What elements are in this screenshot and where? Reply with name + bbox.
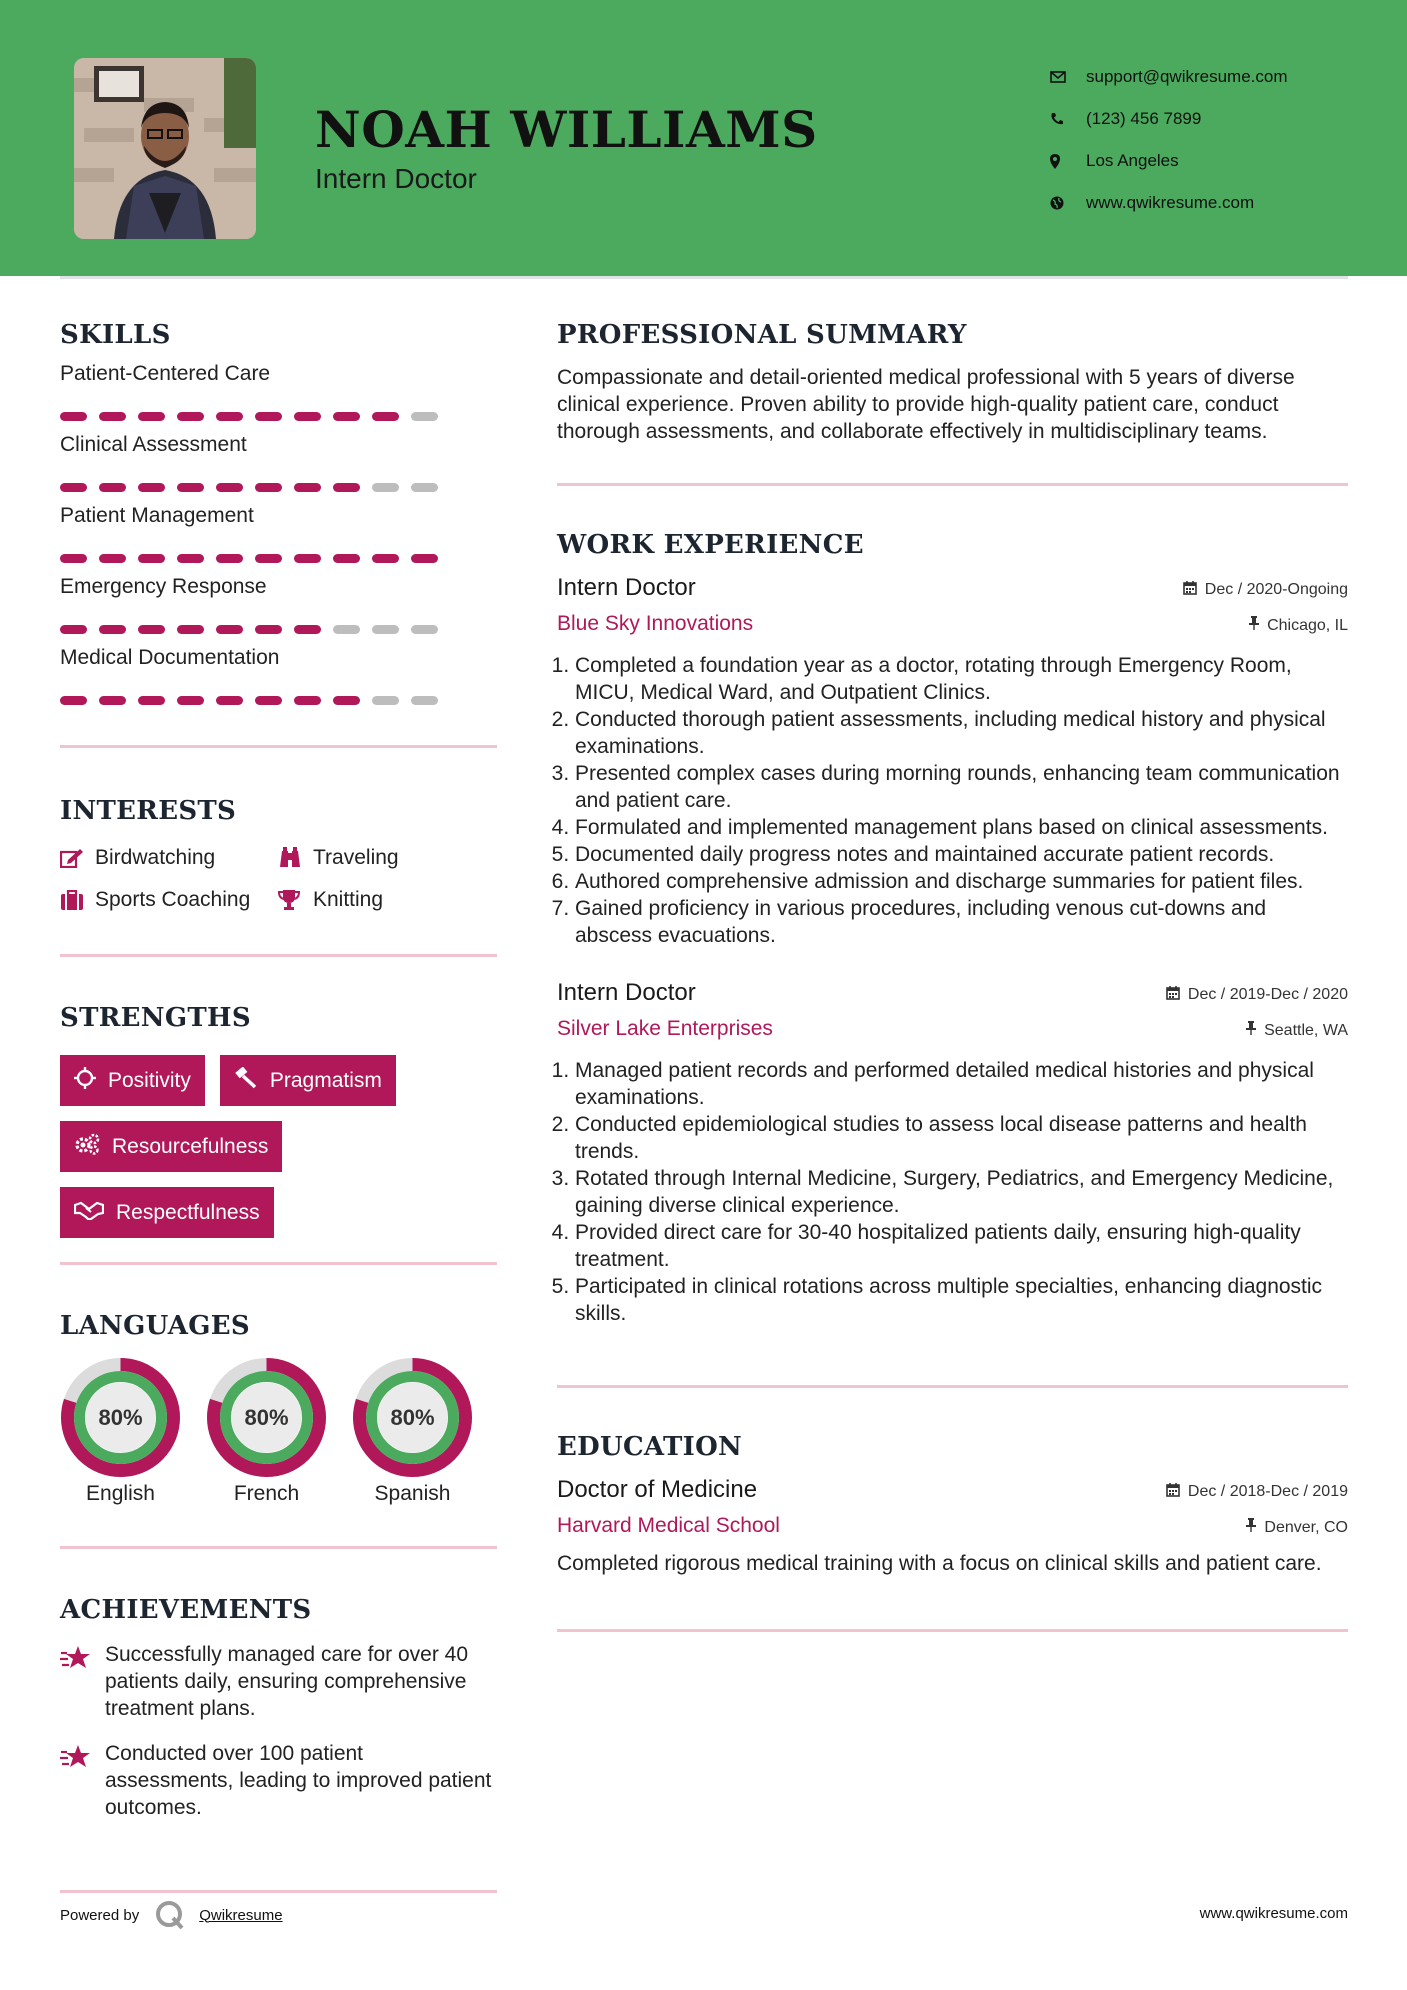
rating-dash-filled [138,554,165,563]
interest-label: Traveling [313,846,399,869]
skill-name: Clinical Assessment [60,433,247,456]
education-text: Completed rigorous medical training with a focus on clinical skills and patient care. [557,1552,1322,1575]
language-item [206,1357,327,1506]
skill-rating [60,412,497,421]
footer-divider [60,1890,497,1893]
rating-dash-filled [333,483,360,492]
rating-dash-filled [60,625,87,634]
strength-tag [60,1187,274,1238]
rating-dash-filled [372,412,399,421]
education-location: Denver, CO [1246,1518,1348,1537]
language-name: English [86,1482,155,1505]
achievement-item [60,1740,497,1821]
interest-label: Birdwatching [95,846,216,869]
interests-heading: INTERESTS [60,796,237,826]
job-bullet: 4. Provided direct care for 30-40 hospitalized patients daily, ensuring high-quality treatment. [575,1219,1348,1273]
job-bullet: 4. Formulated and implemented management plans based on clinical assessments. [575,814,1348,841]
pushpin-icon [1246,1021,1256,1040]
strength-tag [220,1055,396,1106]
education-dates: Dec / 2018-Dec / 2019 [1166,1482,1348,1502]
contact-website-text: www.qwikresume.com [1086,193,1255,212]
job-bullet: 5. Participated in clinical rotations across multiple specialties, enhancing diagnostic skills. [575,1273,1348,1327]
skills-list [60,362,497,705]
skill-rating [60,483,497,492]
globe-icon [1050,196,1086,210]
education-entry [557,1476,1348,1577]
achievements-heading: ACHIEVEMENTS [60,1595,312,1625]
interest-item [278,846,478,870]
rating-dash-filled [177,554,204,563]
skill-rating [60,554,497,563]
section-divider [60,745,497,748]
handshake-icon [74,1200,104,1226]
rating-dash-empty [372,696,399,705]
company-name: Blue Sky Innovations [557,612,754,635]
rating-dash-filled [177,412,204,421]
rating-dash-filled [216,412,243,421]
interest-item [60,888,278,912]
rating-dash-filled [177,625,204,634]
job-bullet: 3. Rotated through Internal Medicine, Surgery, Pediatrics, and Emergency Medicine, gaining diverse clinical experience. [575,1165,1348,1219]
rating-dash-empty [411,625,438,634]
job-bullets [557,652,1348,949]
rating-dash-filled [99,483,126,492]
footer-website[interactable]: www.qwikresume.com [1199,1905,1348,1922]
summary-text: Compassionate and detail-oriented medical professional with 5 years of diverse clinical experience. Proven ability to provide high-quality patient care, conduct thorough assessments, and collaborate effectively in multidisciplinary teams. [557,366,1295,443]
interests-list [60,846,497,912]
job-dates: Dec / 2020-Ongoing [1183,580,1348,600]
skill-item [60,433,497,492]
right-column [557,320,1348,1632]
qwikresume-logo-icon [155,1900,185,1930]
calendar-icon [1166,985,1180,1005]
rating-dash-filled [255,696,282,705]
rating-dash-filled [255,412,282,421]
language-name: Spanish [374,1482,451,1505]
rating-dash-empty [411,412,438,421]
qwikresume-link[interactable]: Qwikresume [199,1906,283,1924]
job-bullet: 2. Conducted thorough patient assessments, including medical history and physical examinations. [575,706,1348,760]
language-ring [352,1357,473,1478]
job-dates: Dec / 2019-Dec / 2020 [1166,985,1348,1005]
section-divider [557,483,1348,486]
job-entry [557,979,1348,1327]
job-bullets [557,1057,1348,1327]
achievement-text: Conducted over 100 patient assessments, leading to improved patient outcomes. [105,1742,492,1819]
language-item [352,1357,473,1506]
achievement-item [60,1641,497,1722]
strength-label: Resourcefulness [112,1134,269,1158]
section-divider [557,1629,1348,1632]
job-bullet: 3. Presented complex cases during morning rounds, enhancing team communication and patient care. [575,760,1348,814]
skills-heading: SKILLS [60,320,171,350]
interest-item [278,888,478,912]
strength-label: Positivity [108,1068,191,1092]
rating-dash-filled [138,483,165,492]
rating-dash-empty [333,625,360,634]
rating-dash-filled [333,412,360,421]
interest-item [60,846,278,870]
envelope-icon [1050,71,1086,83]
gavel-icon [234,1067,258,1095]
rating-dash-filled [255,554,282,563]
job-bullet: 1. Managed patient records and performed detailed medical histories and physical examinations. [575,1057,1348,1111]
rating-dash-empty [372,483,399,492]
strengths-heading: STRENGTHS [60,1003,251,1033]
binoculars-icon [278,847,313,869]
rating-dash-filled [99,412,126,421]
contact-list [1050,56,1288,224]
skill-item [60,362,497,421]
company-name: Silver Lake Enterprises [557,1017,773,1040]
rating-dash-filled [255,483,282,492]
rating-dash-empty [411,483,438,492]
school-name: Harvard Medical School [557,1514,780,1537]
section-divider [60,1546,497,1549]
rating-dash-filled [138,412,165,421]
job-title: Intern Doctor [557,574,696,601]
rating-dash-filled [216,625,243,634]
rating-dash-filled [294,412,321,421]
rating-dash-filled [294,625,321,634]
skill-item [60,575,497,634]
skill-rating [60,625,497,634]
star-icon [60,1641,105,1722]
rating-dash-filled [216,554,243,563]
calendar-icon [1166,1482,1180,1502]
rating-dash-filled [294,696,321,705]
skill-item [60,646,497,705]
strength-label: Respectfulness [116,1200,260,1224]
languages-heading: LANGUAGES [60,1311,250,1341]
job-entry [557,574,1348,949]
language-percent: 80% [98,1405,143,1430]
rating-dash-empty [372,625,399,634]
summary-heading: PROFESSIONAL SUMMARY [557,320,967,350]
skill-name: Medical Documentation [60,646,280,669]
trophy-icon [278,889,313,911]
star-icon [60,1740,105,1821]
sun-icon [74,1067,96,1095]
rating-dash-filled [216,696,243,705]
language-item [60,1357,181,1506]
experience-heading: WORK EXPERIENCE [557,530,864,560]
rating-dash-filled [138,696,165,705]
language-percent: 80% [390,1405,435,1430]
rating-dash-filled [60,412,87,421]
location-pin-icon [1050,154,1086,169]
job-bullet: 5. Documented daily progress notes and maintained accurate patient records. [575,841,1348,868]
edit-icon [60,848,95,868]
language-name: French [233,1482,300,1505]
strengths-list [60,1055,497,1238]
rating-dash-filled [177,696,204,705]
language-ring [206,1357,327,1478]
calendar-icon [1183,580,1197,600]
job-location: Chicago, IL [1249,616,1348,635]
powered-by-label: Powered by [60,1906,140,1924]
rating-dash-filled [372,554,399,563]
rating-dash-filled [99,554,126,563]
strength-tag [60,1055,205,1106]
job-bullet: 6. Authored comprehensive admission and discharge summaries for patient files. [575,868,1348,895]
job-bullet: 7. Gained proficiency in various procedures, including venous cut-downs and abscess evacuations. [575,895,1348,949]
section-divider [557,1385,1348,1388]
skill-name: Patient Management [60,504,254,527]
rating-dash-filled [333,696,360,705]
candidate-title: Intern Doctor [315,163,477,194]
education-heading: EDUCATION [557,1432,743,1462]
job-location: Seattle, WA [1246,1021,1348,1040]
rating-dash-filled [294,554,321,563]
job-bullet: 1. Completed a foundation year as a doctor, rotating through Emergency Room, MICU, Medical Ward, and Outpatient Clinics. [575,652,1348,706]
phone-icon [1050,112,1086,126]
contact-email[interactable] [1050,56,1288,98]
rating-dash-filled [60,554,87,563]
gears-icon [74,1133,100,1161]
section-divider [60,954,497,957]
contact-location-text: Los Angeles [1086,151,1179,170]
header-divider [60,276,1348,279]
language-percent: 80% [244,1405,289,1430]
rating-dash-filled [333,554,360,563]
degree-title: Doctor of Medicine [557,1476,758,1503]
section-divider [60,1262,497,1265]
rating-dash-empty [411,696,438,705]
strength-label: Pragmatism [269,1068,382,1092]
profile-photo [74,58,256,239]
rating-dash-filled [177,483,204,492]
rating-dash-filled [138,625,165,634]
contact-location [1050,140,1288,182]
interest-label: Sports Coaching [95,888,251,911]
candidate-name: NOAH WILLIAMS [315,100,818,159]
contact-email-text: support@qwikresume.com [1086,67,1288,86]
skill-name: Emergency Response [60,575,267,598]
pushpin-icon [1246,1518,1256,1537]
rating-dash-filled [99,696,126,705]
rating-dash-filled [60,696,87,705]
rating-dash-filled [294,483,321,492]
contact-phone-text: (123) 456 7899 [1086,109,1202,128]
job-bullet: 2. Conducted epidemiological studies to assess local disease patterns and health trends. [575,1111,1348,1165]
pushpin-icon [1249,616,1259,635]
rating-dash-filled [216,483,243,492]
interest-label: Knitting [313,888,384,911]
powered-by [60,1900,283,1930]
skill-item [60,504,497,563]
contact-website[interactable] [1050,182,1288,224]
rating-dash-filled [99,625,126,634]
languages-list [60,1357,497,1506]
rating-dash-filled [411,554,438,563]
left-column [60,320,497,1821]
job-title: Intern Doctor [557,979,696,1006]
strength-tag [60,1121,282,1172]
rating-dash-filled [60,483,87,492]
briefcase-icon [60,890,95,910]
skill-rating [60,696,497,705]
rating-dash-filled [255,625,282,634]
contact-phone[interactable] [1050,98,1288,140]
skill-name: Patient-Centered Care [60,362,271,385]
language-ring [60,1357,181,1478]
achievement-text: Successfully managed care for over 40 patients daily, ensuring comprehensive treatment plans. [105,1643,469,1720]
